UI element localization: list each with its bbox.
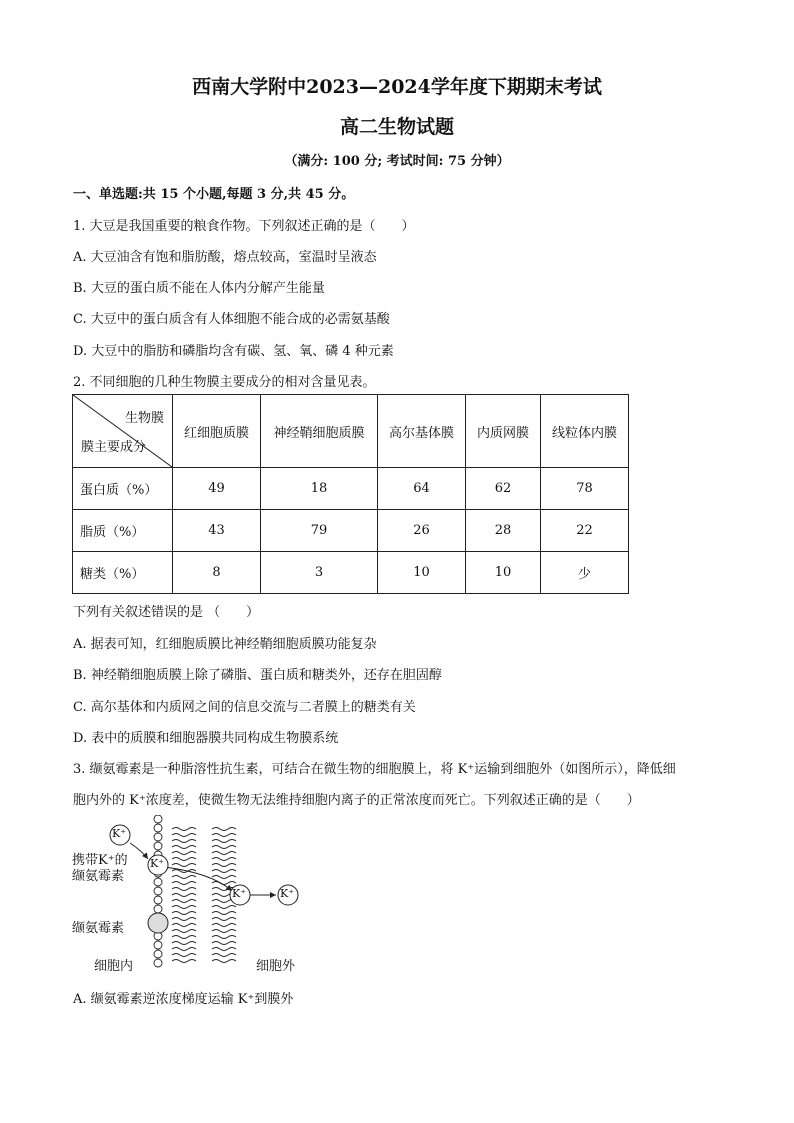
table-cell: 10: [466, 552, 541, 594]
table-row: [73, 510, 629, 552]
table-column-header: 高尔基体膜: [378, 395, 466, 468]
corner-diagonal: [73, 395, 172, 467]
q3-stem-line2: 胞内外的 K⁺浓度差，使微生物无法维持细胞内离子的正常浓度而死亡。下列叙述正确的是（ ）: [73, 793, 640, 808]
q3-stem-line1: 3. 缬氨霉素是一种脂溶性抗生素，可结合在微生物的细胞膜上，将 K⁺运输到细胞外（如图所示），降低细: [73, 762, 676, 777]
valinomycin-label: 缬氨霉素: [72, 921, 125, 936]
table-corner-cell: [73, 395, 173, 468]
q1-stem: 1. 大豆是我国重要的粮食作物。下列叙述正确的是（ ）: [73, 219, 415, 234]
lipid-head: [154, 833, 162, 841]
table-column-header: 线粒体内膜: [541, 395, 629, 468]
q2-option-c: C. 高尔基体和内质网之间的信息交流与二者膜上的糖类有关: [73, 700, 416, 715]
lipid-head: [154, 959, 162, 967]
table-cell: 10: [378, 552, 466, 594]
table-cell: 62: [466, 468, 541, 510]
lipid-head: [154, 815, 162, 823]
ion-label: K⁺: [112, 827, 127, 840]
table-cell: 78: [541, 468, 629, 510]
exam-title: 西南大学附中2023—2024学年度下期期末考试: [192, 76, 602, 98]
table-column-header: 红细胞质膜: [173, 395, 261, 468]
table-row-header: 蛋白质（%）: [73, 468, 173, 510]
lipid-head: [154, 941, 162, 949]
table-cell: 79: [261, 510, 378, 552]
inside-label: 细胞内: [94, 959, 134, 974]
q2-option-a: A. 据表可知，红细胞质膜比神经鞘细胞质膜功能复杂: [73, 637, 377, 652]
exam-subtitle: 高二生物试题: [339, 116, 454, 138]
q1-option-d: D. 大豆中的脂肪和磷脂均含有碳、氢、氧、磷 4 种元素: [73, 344, 394, 359]
lipid-head: [154, 887, 162, 895]
section-heading: 一、单选题:共 15 个小题,每题 3 分,共 45 分。: [73, 187, 355, 202]
table-cell: 28: [466, 510, 541, 552]
lipid-head: [154, 950, 162, 958]
q2-option-b: B. 神经鞘细胞质膜上除了磷脂、蛋白质和糖类外，还存在胆固醇: [73, 668, 442, 683]
lipid-head: [154, 878, 162, 886]
table-row: [73, 552, 629, 594]
ion-label: K⁺: [280, 887, 295, 900]
table-row: [73, 468, 629, 510]
table-cell: 26: [378, 510, 466, 552]
q2-stem: 2. 不同细胞的几种生物膜主要成分的相对含量见表。: [73, 375, 376, 390]
carrier-label-line1: 携带K⁺的: [72, 853, 128, 868]
table-row-header: 糖类（%）: [73, 552, 173, 594]
q1-option-b: B. 大豆的蛋白质不能在人体内分解产生能量: [73, 281, 325, 296]
table-cell: 少: [541, 552, 629, 594]
corner-label-bottom: 膜主要成分: [81, 440, 147, 455]
membrane-table: [72, 394, 629, 594]
membrane-illustration: [72, 815, 312, 975]
table-header-row: [73, 395, 629, 468]
lipid-head: [154, 842, 162, 850]
lipid-head: [154, 896, 162, 904]
table-column-header: 神经鞘细胞质膜: [261, 395, 378, 468]
table-cell: 49: [173, 468, 261, 510]
exam-note: （满分: 100 分; 考试时间: 75 分钟）: [284, 154, 510, 169]
q1-option-a: A. 大豆油含有饱和脂肪酸，熔点较高，室温时呈液态: [73, 250, 377, 265]
lipid-head: [154, 824, 162, 832]
table-cell: 22: [541, 510, 629, 552]
table-cell: 3: [261, 552, 378, 594]
ion-label: K⁺: [150, 857, 165, 870]
table-row-header: 脂质（%）: [73, 510, 173, 552]
outside-label: 细胞外: [256, 959, 296, 974]
table-cell: 8: [173, 552, 261, 594]
q2-option-d: D. 表中的质膜和细胞器膜共同构成生物膜系统: [73, 731, 339, 746]
table-cell: 18: [261, 468, 378, 510]
carrier-label-line2: 缬氨霉素: [72, 869, 125, 884]
ion-label: K⁺: [232, 887, 247, 900]
q3-option-a: A. 缬氨霉素逆浓度梯度运输 K⁺到膜外: [73, 992, 294, 1007]
q2-ask: 下列有关叙述错误的是 （ ）: [73, 605, 260, 620]
table-cell: 43: [173, 510, 261, 552]
table-column-header: 内质网膜: [466, 395, 541, 468]
table-cell: 64: [378, 468, 466, 510]
lipid-head: [154, 905, 162, 913]
corner-label-top: 生物膜: [124, 411, 164, 426]
q1-option-c: C. 大豆中的蛋白质含有人体细胞不能合成的必需氨基酸: [73, 312, 390, 327]
valinomycin-diagram: [72, 815, 312, 975]
